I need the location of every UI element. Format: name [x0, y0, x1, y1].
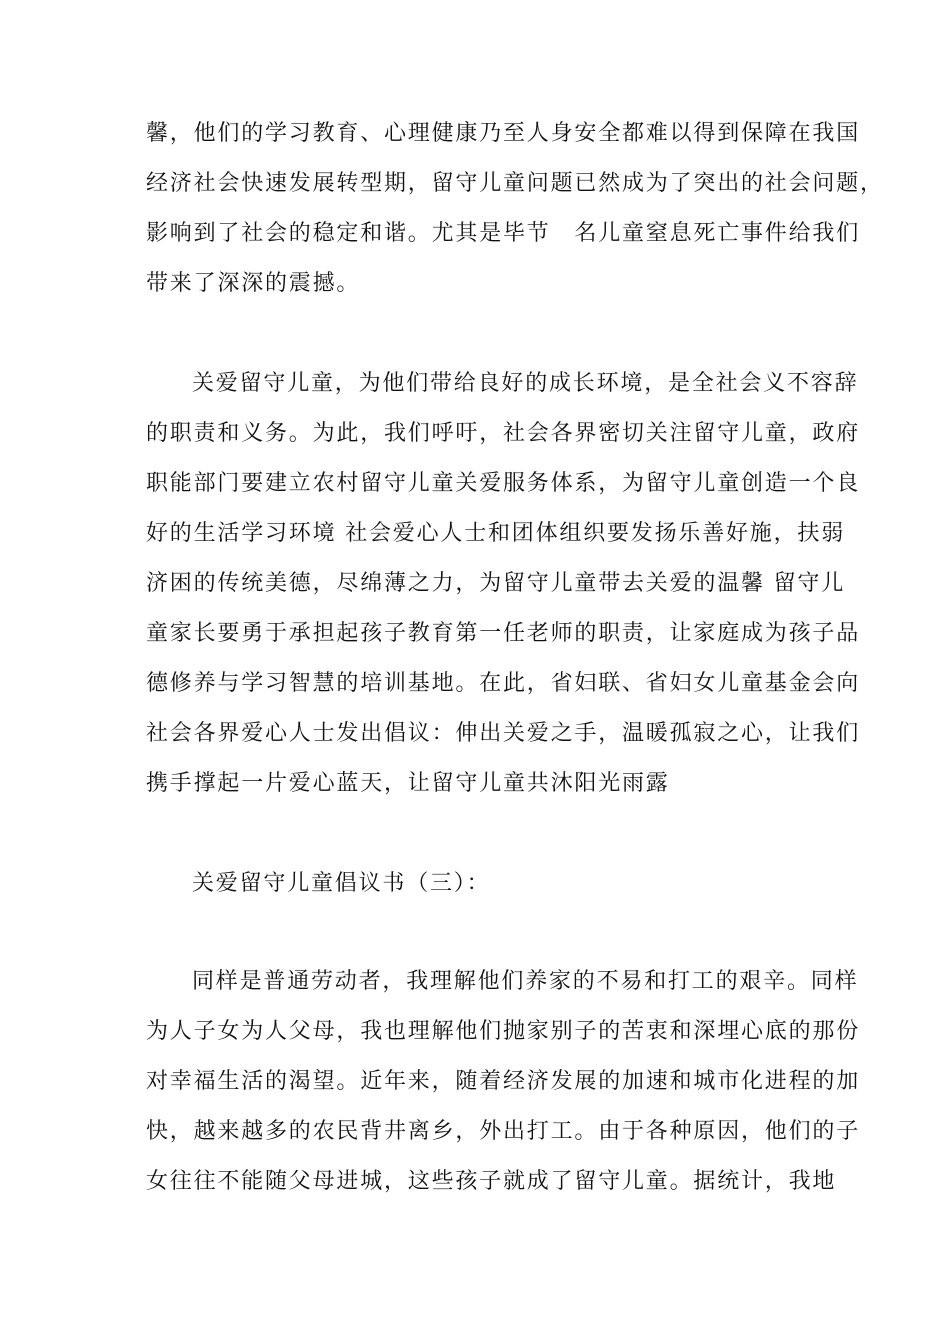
- paragraph-1-line-2: 经济社会快速发展转型期，留守儿童问题已然成为了突出的社会问题，: [146, 171, 884, 196]
- paragraph-2-line-1: 关爱留守儿童，为他们带给良好的成长环境，是全社会义不容辞: [192, 371, 859, 396]
- paragraph-2-line-6: 童家长要勇于承担起孩子教育第一任老师的职责，让家庭成为孩子品: [146, 621, 861, 646]
- paragraph-2-line-2: 的职责和义务。为此，我们呼吁，社会各界密切关注留守儿童，政府: [146, 421, 861, 446]
- paragraph-4-line-5: 女往往不能随父母进城，这些孩子就成了留守儿童。据统计，我地: [146, 1169, 837, 1194]
- paragraph-2-line-8: 社会各界爱心人士发出倡议：伸出关爱之手，温暖孤寂之心，让我们: [146, 721, 861, 746]
- paragraph-2-line-5: 济困的传统美德，尽绵薄之力，为留守儿童带去关爱的温馨 留守儿: [146, 571, 845, 596]
- paragraph-1-line-1: 馨，他们的学习教育、心理健康乃至人身安全都难以得到保障在我国: [146, 121, 861, 146]
- paragraph-2-line-3: 职能部门要建立农村留守儿童关爱服务体系，为留守儿童创造一个良: [146, 471, 861, 496]
- paragraph-4-line-3: 对幸福生活的渴望。近年来，随着经济发展的加速和城市化进程的加: [146, 1069, 861, 1094]
- paragraph-1-line-3: 影响到了社会的稳定和谐。尤其是毕节 名儿童窒息死亡事件给我们: [146, 221, 861, 246]
- section-heading: 关爱留守儿童倡议书（三）：: [192, 871, 491, 896]
- paragraph-4-line-4: 快，越来越多的农民背井离乡，外出打工。由于各种原因，他们的子: [146, 1119, 861, 1144]
- paragraph-4-line-2: 为人子女为人父母，我也理解他们抛家别子的苦衷和深埋心底的那份: [146, 1019, 861, 1044]
- paragraph-1-line-4: 带来了深深的震撼。: [146, 271, 361, 296]
- paragraph-2-line-4: 好的生活学习环境 社会爱心人士和团体组织要发扬乐善好施，扶弱: [146, 521, 845, 546]
- paragraph-2-line-9: 携手撑起一片爱心蓝天，让留守儿童共沐阳光雨露: [146, 771, 670, 796]
- paragraph-4-line-1: 同样是普通劳动者，我理解他们养家的不易和打工的艰辛。同样: [192, 969, 859, 994]
- paragraph-2-line-7: 德修养与学习智慧的培训基地。在此，省妇联、省妇女儿童基金会向: [146, 671, 861, 696]
